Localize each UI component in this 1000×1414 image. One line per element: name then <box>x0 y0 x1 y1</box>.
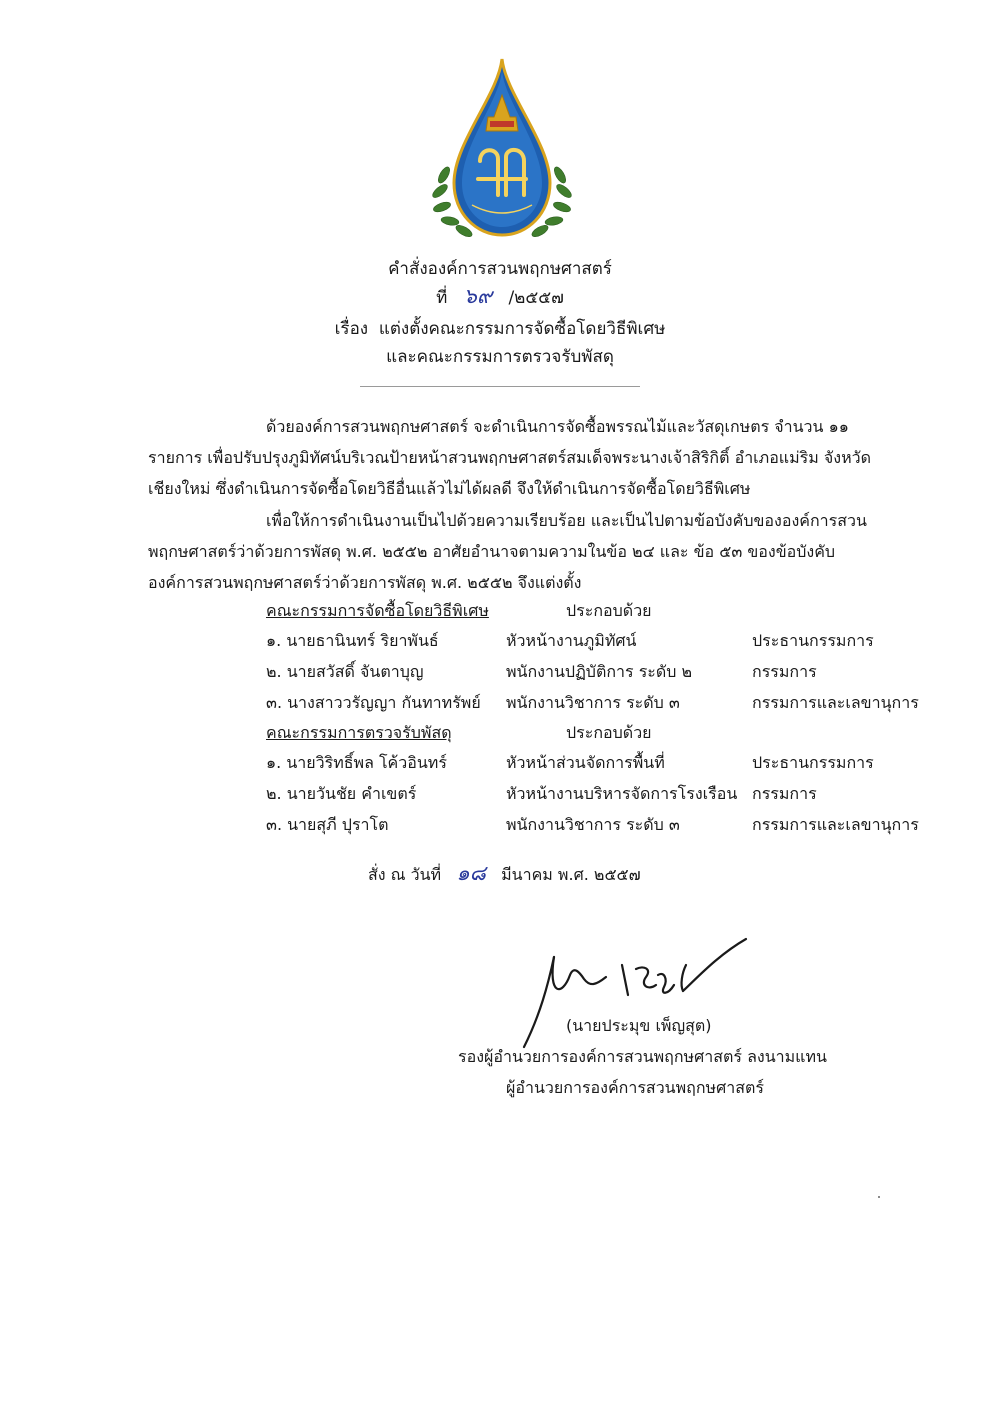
order-number-label: ที่ <box>436 288 448 308</box>
member-name: ๓. นางสาววรัญญา กันทาทรัพย์ <box>266 693 481 712</box>
member-role: กรรมการและเลขานุการ <box>752 693 919 712</box>
member-name: ๓. นายสุภี ปุราโต <box>266 815 389 834</box>
member-role: กรรมการ <box>752 784 817 803</box>
subject-label: เรื่อง <box>334 319 369 339</box>
composed-of-label: ประกอบด้วย <box>566 723 652 742</box>
order-title: คำสั่งองค์การสวนพฤกษศาสตร์ <box>388 259 612 279</box>
order-number <box>0 285 1000 309</box>
member-role: ประธานกรรมการ <box>752 631 874 650</box>
paragraph-1-line-3: เชียงใหม่ ซึ่งดำเนินการจัดซื้อโดยวิธีอื่นแล้วไม่ได้ผลดี จึงให้ดำเนินการจัดซื้อโดยวิธีพิเศษ <box>148 479 751 498</box>
member-position: พนักงานปฏิบัติการ ระดับ ๒ <box>506 662 693 681</box>
member-name: ๒. นายวันชัย คำเขตร์ <box>266 784 417 803</box>
paragraph-2-line-1: เพื่อให้การดำเนินงานเป็นไปด้วยความเรียบร้อย และเป็นไปตามข้อบังคับขององค์การสวน <box>266 511 867 530</box>
order-number-year: /๒๕๕๗ <box>508 288 564 308</box>
signatory-title-line-2: ผู้อำนวยการองค์การสวนพฤกษศาสตร์ <box>506 1078 764 1097</box>
scan-speck <box>878 1196 880 1198</box>
member-position: พนักงานวิชาการ ระดับ ๓ <box>506 815 680 834</box>
header-divider <box>360 386 640 387</box>
member-position: หัวหน้างานบริหารจัดการโรงเรือน <box>506 784 738 803</box>
organization-emblem-logo <box>428 55 576 241</box>
paragraph-2-line-2: พฤกษศาสตร์ว่าด้วยการพัสดุ พ.ศ. ๒๕๕๒ อาศัยอำนาจตามความในข้อ ๒๔ และ ข้อ ๕๓ ของข้อบังคับ <box>148 542 836 561</box>
composed-of-label: ประกอบด้วย <box>566 601 652 620</box>
date-prefix: สั่ง ณ วันที่ <box>368 865 442 884</box>
subject-line-1: แต่งตั้งคณะกรรมการจัดซื้อโดยวิธีพิเศษ <box>378 319 666 339</box>
order-subject <box>0 318 1000 340</box>
member-position: หัวหน้าส่วนจัดการพื้นที่ <box>506 753 665 772</box>
member-name: ๒. นายสวัสดิ์ จันตาบุญ <box>266 662 424 681</box>
paragraph-1-line-1: ด้วยองค์การสวนพฤกษศาสตร์ จะดำเนินการจัดซื้อพรรณไม้และวัสดุเกษตร จำนวน ๑๑ <box>266 417 849 436</box>
member-position: หัวหน้างานภูมิทัศน์ <box>506 631 637 650</box>
date-suffix: มีนาคม พ.ศ. ๒๕๕๗ <box>501 865 641 884</box>
order-number-handwritten: ๖๙ <box>463 284 493 308</box>
member-role: กรรมการ <box>752 662 817 681</box>
committee-title: คณะกรรมการตรวจรับพัสดุ <box>266 723 452 742</box>
date-day-handwritten: ๑๘ <box>456 861 486 885</box>
member-position: พนักงานวิชาการ ระดับ ๓ <box>506 693 680 712</box>
member-role: ประธานกรรมการ <box>752 753 874 772</box>
member-name: ๑. นายวิริทธิ์พล โค้วอินทร์ <box>266 753 447 772</box>
signatory-name: (นายประมุข เพ็ญสุต) <box>566 1016 712 1035</box>
paragraph-1-line-2: รายการ เพื่อปรับปรุงภูมิทัศน์บริเวณป้ายหน้าสวนพฤกษศาสตร์สมเด็จพระนางเจ้าสิริกิติ์ อำเภอแม่ริม จังหวัด <box>148 448 871 467</box>
order-date <box>368 862 641 886</box>
member-role: กรรมการและเลขานุการ <box>752 815 919 834</box>
subject-line-2: และคณะกรรมการตรวจรับพัสดุ <box>386 347 614 367</box>
paragraph-2-line-3: องค์การสวนพฤกษศาสตร์ว่าด้วยการพัสดุ พ.ศ. ๒๕๕๒ จึงแต่งตั้ง <box>148 573 582 592</box>
member-name: ๑. นายธานินทร์ ริยาพันธ์ <box>266 631 439 650</box>
signatory-title-line-1: รองผู้อำนวยการองค์การสวนพฤกษศาสตร์ ลงนามแทน <box>458 1047 827 1066</box>
committee-title: คณะกรรมการจัดซื้อโดยวิธีพิเศษ <box>266 601 489 620</box>
